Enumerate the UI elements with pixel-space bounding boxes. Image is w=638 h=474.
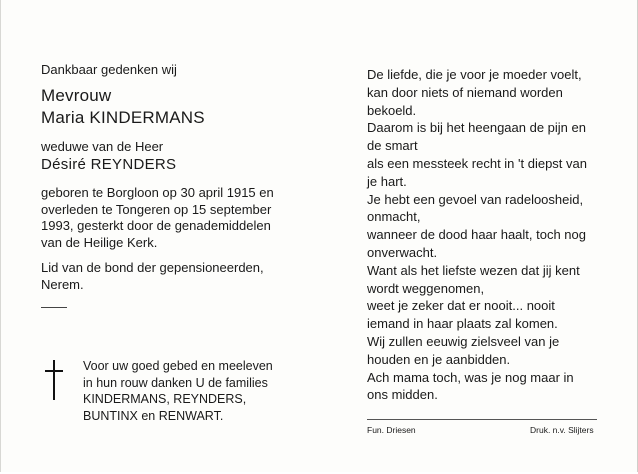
thanks-section [41, 358, 341, 424]
poem-line: ons midden. [367, 387, 438, 403]
poem-line: je hart. [367, 173, 407, 189]
divider [41, 307, 67, 308]
poem-line: wordt weggenomen, [367, 280, 485, 296]
member-line: Lid van de bond der gepensioneerden, [41, 260, 264, 275]
poem-line: kan door niets of niemand worden [367, 84, 563, 100]
deceased-name: Maria KINDERMANS [41, 108, 205, 127]
poem-line: Je hebt een gevoel van radeloosheid, [367, 191, 584, 207]
thanks-text [83, 358, 341, 424]
member-line: Nerem. [41, 276, 84, 292]
cross-icon [41, 360, 67, 400]
bio-line: 1993, gesterkt door de genademiddelen [41, 218, 271, 233]
poem-line: weet je zeker dat er nooit... nooit [367, 298, 555, 314]
poem-line: Want als het liefste wezen dat jij kent [367, 262, 580, 278]
poem-line: De liefde, die je voor je moeder voelt, [367, 67, 582, 82]
bio-line: geboren te Borgloon op 30 april 1915 en [41, 185, 274, 200]
thanks-line: KINDERMANS, REYNDERS, [83, 392, 247, 406]
thanks-line: in hun rouw danken U de families [83, 375, 268, 390]
poem-lines [367, 66, 612, 404]
honorific: Mevrouw [41, 86, 112, 105]
membership [41, 260, 331, 293]
poem-line: onverwacht. [367, 244, 438, 260]
poem-line: als een messteek recht in 't diepst van [367, 155, 587, 171]
poem-line: Wij zullen eeuwig zielsveel van je [367, 333, 560, 349]
poem-line: houden en je aanbidden. [367, 351, 511, 367]
thanks-line: BUNTINX en RENWART. [83, 408, 224, 423]
poem-line: Daarom is bij het heengaan de pijn en [367, 120, 586, 136]
bio-line: overleden te Tongeren op 15 september [41, 201, 272, 217]
funeral-home: Fun. Driesen [367, 425, 416, 435]
footer-divider [367, 419, 597, 420]
thanks-line: Voor uw goed gebed en meeleven [83, 359, 273, 373]
intro-text: Dankbaar gedenken wij [41, 62, 177, 77]
biography [41, 185, 331, 251]
deceased-info [41, 62, 331, 308]
spouse-name: Désiré REYNDERS [41, 156, 177, 173]
printer-credit: Druk. n.v. Slijters [530, 425, 594, 435]
poem-line: de smart [367, 138, 418, 154]
poem-line: Ach mama toch, was je nog maar in [367, 369, 574, 385]
widow-line: weduwe van de Heer [41, 139, 164, 154]
bio-line: van de Heilige Kerk. [41, 234, 158, 250]
poem [367, 66, 612, 404]
poem-line: iemand in haar plaats zal komen. [367, 316, 558, 332]
poem-line: onmacht, [367, 209, 421, 225]
poem-line: wanneer de dood haar haalt, toch nog [367, 227, 587, 243]
poem-line: bekoeld. [367, 102, 417, 118]
